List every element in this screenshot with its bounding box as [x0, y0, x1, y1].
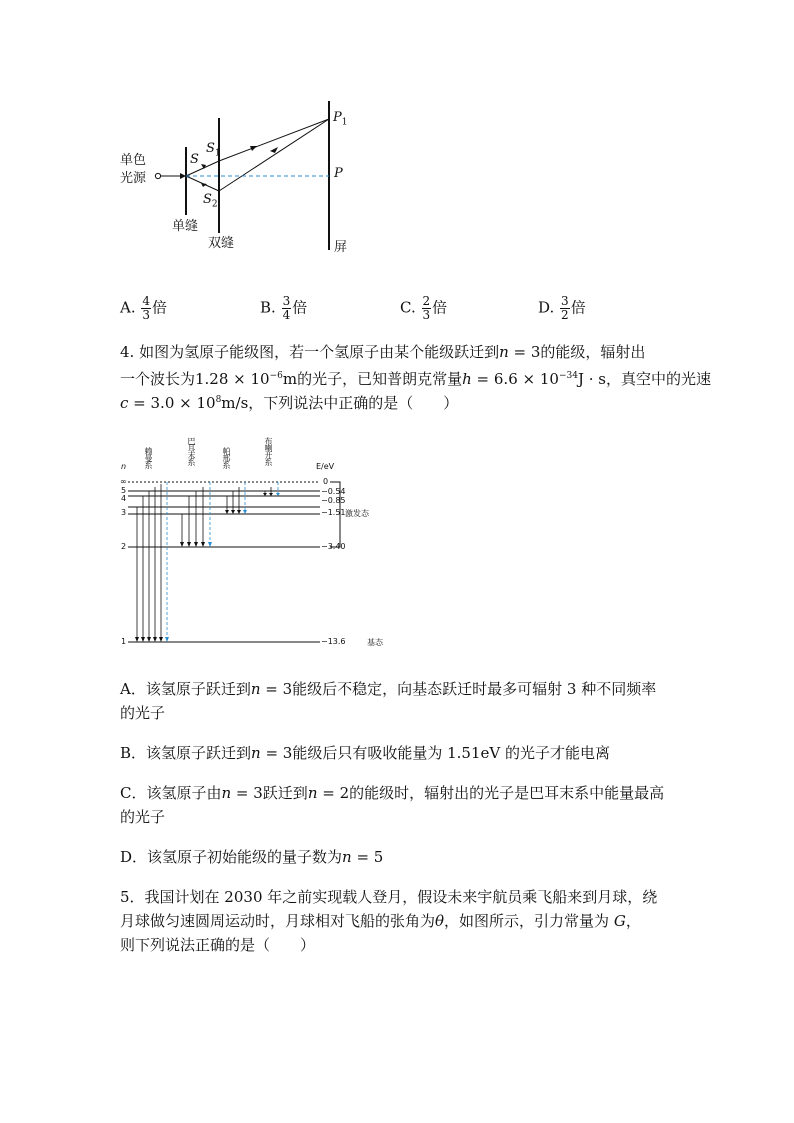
- level-n-2: 2: [121, 542, 127, 551]
- numerator: 2: [422, 294, 431, 308]
- denominator: 2: [561, 308, 569, 322]
- text: m的光子，已知普朗克常量: [282, 370, 463, 388]
- series-balmer: 巴耳末系: [187, 437, 196, 465]
- q4-option-c[interactable]: [120, 781, 664, 805]
- screen-label: 屏: [334, 240, 348, 255]
- double-slit-label: 双缝: [208, 236, 235, 251]
- q5-line-2: [120, 909, 641, 933]
- n-axis-label: n: [121, 462, 127, 471]
- light-source-icon: [155, 173, 160, 178]
- level-e-3: −1.51: [321, 508, 346, 517]
- option-suffix: 倍: [570, 298, 586, 317]
- var-h: h: [462, 370, 472, 388]
- denominator: 4: [282, 308, 291, 322]
- q3-option-d[interactable]: [538, 295, 586, 322]
- text: = 3的能级，辐射出: [508, 343, 646, 361]
- var-G: G: [613, 912, 626, 930]
- level-n-1: 1: [121, 637, 127, 646]
- s1-sub: 1: [214, 148, 221, 159]
- label-line: 光源: [120, 171, 147, 186]
- q4-option-a[interactable]: [120, 677, 656, 701]
- q5-line-1: 5．我国计划在 2030 年之前实现载人登月，假设未来宇航员乘飞船来到月球，绕: [120, 888, 658, 906]
- fraction: [560, 295, 570, 322]
- var-n: n: [342, 848, 352, 866]
- series-lyman: 赖曼系: [144, 447, 153, 468]
- numerator: 4: [142, 294, 151, 308]
- level-e-2: −3.40: [321, 542, 346, 551]
- text: 4. 如图为氢原子能级图，若一个氢原子由某个能级跃迁到: [120, 343, 500, 361]
- s2-letter: S: [203, 192, 212, 207]
- q3-option-c[interactable]: [400, 295, 447, 322]
- text: = 3能级后不稳定，向基态跃迁时最多可辐射 3 种不同频率: [260, 680, 657, 698]
- q5-line-3: 则下列说法正确的是（ ）: [120, 936, 316, 954]
- option-suffix: 倍: [432, 298, 448, 317]
- level-n-5: 5: [121, 486, 127, 495]
- q4-option-c-cont: 的光子: [120, 808, 166, 826]
- var-n: n: [250, 680, 261, 698]
- option-letter: D.: [538, 298, 555, 317]
- excited-label: 激发态: [345, 509, 369, 518]
- text: = 2的能级时，辐射出的光子是巴耳末系中能量最高: [317, 784, 665, 802]
- q4-line-2: [120, 364, 711, 391]
- option-suffix: 倍: [292, 298, 308, 317]
- text: 一个波长为1.28 × 10: [120, 370, 270, 388]
- denominator: 3: [142, 308, 151, 322]
- p1-sub: 1: [341, 117, 348, 128]
- var-c: c: [120, 394, 129, 412]
- text: A．该氢原子跃迁到: [120, 680, 251, 698]
- text: 月球做匀速圆周运动时，月球相对飞船的张角为: [120, 912, 436, 930]
- text: D．该氢原子初始能级的量子数为: [120, 848, 343, 866]
- series-paschen: 帕邢系: [222, 447, 231, 468]
- text: = 3能级后只有吸收能量为 1.51eV 的光子才能电离: [260, 744, 610, 762]
- light-source-label: [120, 152, 146, 188]
- q4-line-1: [120, 340, 645, 364]
- series-brackett: 布喇开系: [264, 437, 273, 465]
- option-letter: B.: [260, 298, 276, 317]
- text: = 3.0 × 10: [128, 394, 216, 412]
- label-P1: [333, 110, 347, 128]
- var-theta: θ: [435, 912, 445, 930]
- option-letter: C.: [400, 298, 416, 317]
- level-n-3: 3: [121, 508, 127, 517]
- fraction: [422, 295, 432, 322]
- text: C．该氢原子由: [120, 784, 222, 802]
- exponent: −34: [558, 371, 578, 381]
- exponent: 8: [215, 395, 222, 405]
- numerator: 3: [282, 294, 291, 308]
- label-S2: [203, 192, 218, 210]
- energy-axis-label: E/eV: [316, 462, 335, 471]
- var-n: n: [499, 343, 509, 361]
- text: m/s，下列说法中正确的是（ ）: [221, 394, 459, 412]
- text: B．该氢原子跃迁到: [120, 744, 252, 762]
- denominator: 3: [422, 308, 431, 322]
- text: = 6.6 × 10: [471, 370, 559, 388]
- text: = 3跃迁到: [231, 784, 308, 802]
- numerator: 3: [561, 294, 569, 308]
- q3-option-b[interactable]: [260, 295, 307, 322]
- level-n-4: 4: [121, 494, 127, 503]
- option-suffix: 倍: [152, 298, 168, 317]
- var-n: n: [251, 744, 261, 762]
- level-e-1: −13.6: [321, 637, 346, 646]
- label-S: S: [190, 152, 199, 167]
- text: = 5: [351, 848, 384, 866]
- label-line: 单色: [120, 153, 147, 168]
- q4-line-3: [120, 388, 458, 415]
- double-slit-diagram: [110, 95, 370, 260]
- q4-option-d[interactable]: [120, 845, 383, 869]
- q4-option-b[interactable]: [120, 741, 610, 765]
- fraction: [141, 295, 151, 322]
- exponent: −6: [269, 371, 283, 381]
- level-e-5: −0.54: [321, 487, 346, 496]
- s2-sub: 2: [211, 199, 218, 210]
- q4-option-a-cont: 的光子: [120, 704, 166, 722]
- text: ，如图所示，引力常量为: [444, 912, 614, 930]
- level-e-4: −0.85: [321, 496, 346, 505]
- text: J · s，真空中的光速: [577, 370, 711, 388]
- var-n: n: [307, 784, 318, 802]
- p1-letter: P: [333, 110, 342, 125]
- q3-option-a[interactable]: [120, 295, 167, 322]
- text: ，: [625, 912, 641, 930]
- energy-level-diagram: [115, 435, 415, 655]
- label-S1: [206, 141, 221, 159]
- label-P: P: [334, 166, 343, 181]
- level-e-inf: 0: [323, 477, 329, 486]
- option-letter: A.: [120, 298, 136, 317]
- fraction: [282, 295, 292, 322]
- ground-label: 基态: [367, 638, 383, 647]
- s1-letter: S: [206, 141, 215, 156]
- single-slit-label: 单缝: [172, 219, 199, 234]
- level-n-inf: ∞: [120, 477, 127, 486]
- var-n: n: [221, 784, 232, 802]
